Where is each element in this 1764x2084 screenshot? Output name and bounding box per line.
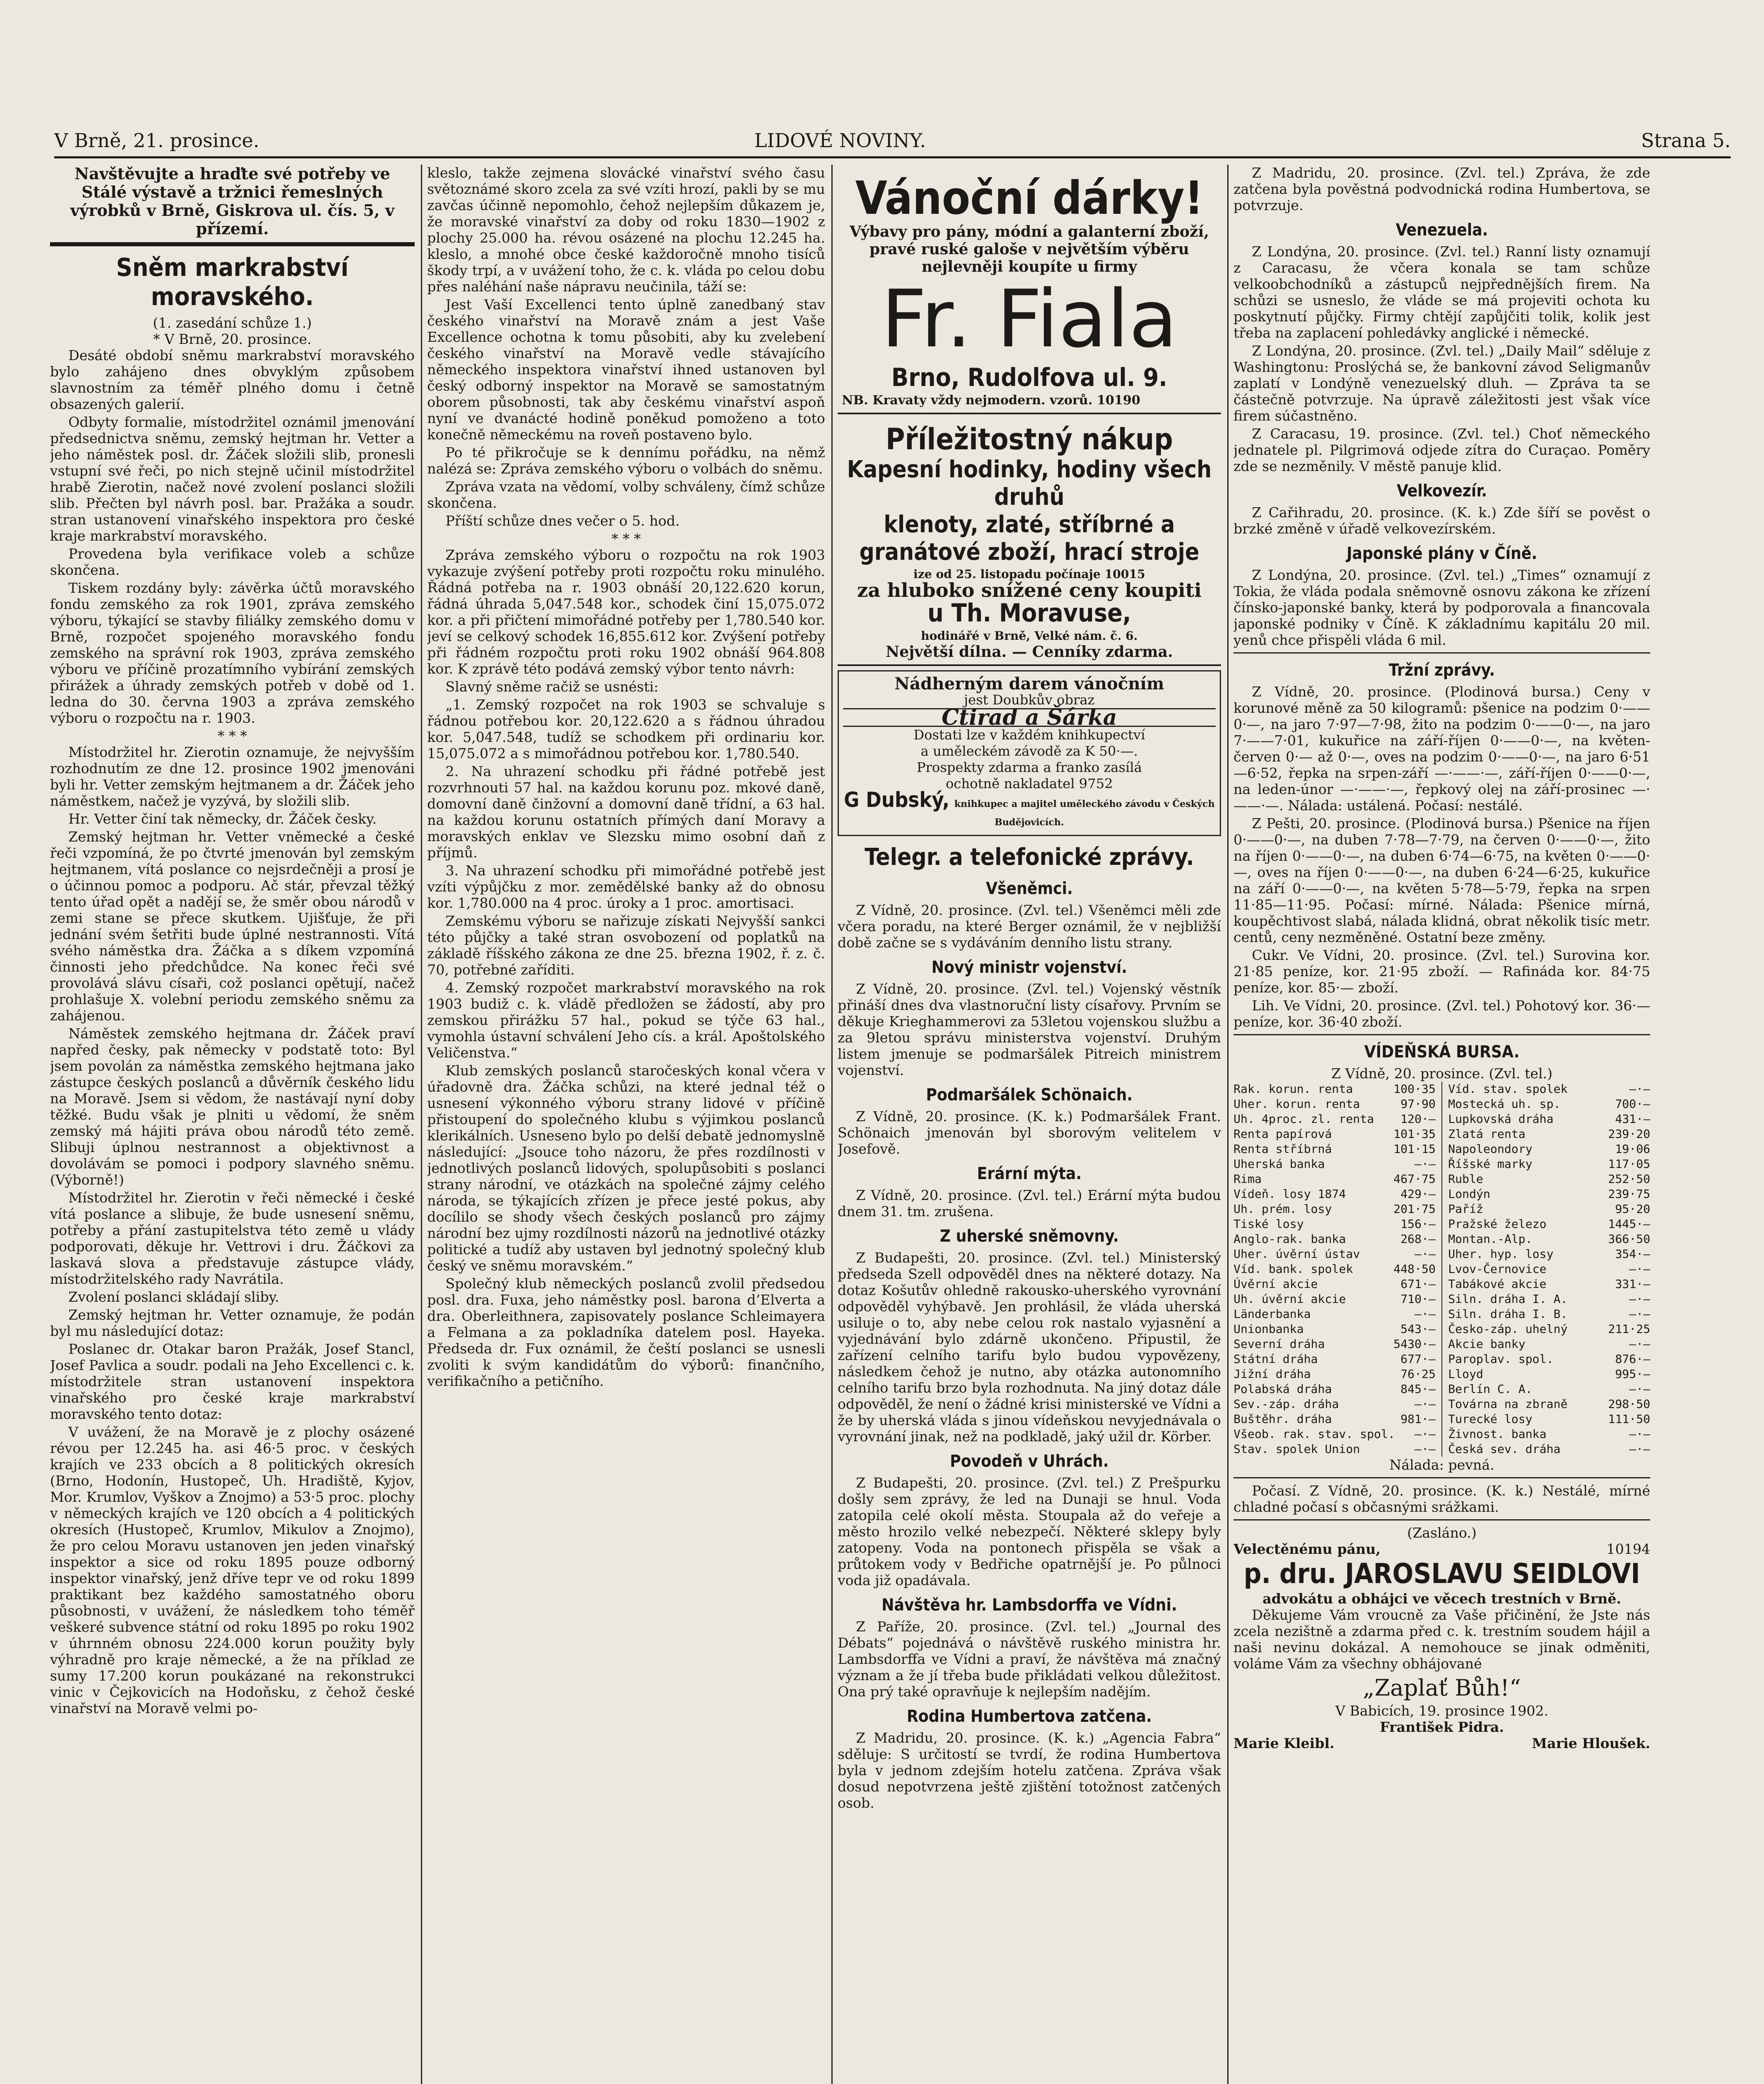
bursa-item-value: 366·50 <box>1608 1232 1650 1246</box>
bursa-item-name: Česká sev. dráha <box>1448 1442 1561 1456</box>
ad-dubsky-firm-note: knihkupec a majitel uměleckého závodu v Českých Budějovicích. <box>954 799 1215 828</box>
bursa-item-name: Sev.-záp. dráha <box>1234 1397 1339 1411</box>
bursa-row <box>1234 1322 1436 1337</box>
article-subtitle: (1. zasedání schůze 1.) <box>153 315 312 331</box>
bursa-row <box>1448 1337 1650 1352</box>
ad-fiala-address: Brno, Rudolfova ul. 9. <box>891 363 1168 392</box>
bursa-item-value: 268·— <box>1400 1232 1436 1246</box>
column-rule <box>421 165 422 2084</box>
bursa-row <box>1234 1427 1436 1442</box>
paragraph: Zpráva vzata na vědomí, volby schváleny, čímž schůze skončena. <box>427 478 825 511</box>
bursa-row <box>1448 1187 1650 1202</box>
bursa-row <box>1234 1157 1436 1172</box>
bursa-item-value: 354·— <box>1615 1247 1650 1261</box>
signature: Marie Hloušek. <box>1532 1735 1650 1751</box>
ad-moravuse <box>838 418 1221 666</box>
paragraph: Tiskem rozdány byly: závěrka účtů moravského fondu zemského za rok 1901, zpráva zemského výboru, týkající se stavby filiálky zemského domu v Brně, rozpočet spojeného moravského fondu zemského na správní rok 1903, zpráva zemského výboru ve příčině prozatímního vybírání zemských přirážek a úhrady zemských potřeb v době od 1. ledna do 30. června 1903 a zpráva zemského výboru o rozpočtu na r. 1903. <box>50 580 415 726</box>
paragraph: Po té přikročuje se k dennímu pořádku, na němž nalézá se: Zpráva zemského výboru o volbách do sněmu. <box>427 444 825 477</box>
bursa-item-name: Rima <box>1234 1172 1262 1186</box>
divider <box>1234 1034 1650 1035</box>
news-heading: Erární mýta. <box>977 1164 1082 1183</box>
bursa-item-value: 211·25 <box>1608 1322 1650 1336</box>
news-heading: Povodeň v Uhrách. <box>950 1452 1109 1471</box>
bursa-item-name: Lupkovská dráha <box>1448 1112 1554 1126</box>
news-item <box>838 1706 1221 1811</box>
bursa-item-name: Zlatá renta <box>1448 1127 1526 1141</box>
paragraph: Zemský hejtman hr. Vetter vněmecké a české řeči vzpomíná, že po čtvrté jmenován byl zemským hejtmanem, vítá poslance co nejsrdečněji a prosí je o účinnou pomoc a podporu. Ač stár, převzal těžký tento úřad opět a nadějí se, že směr obou národů v zemi stane se přece skutkem. Ujišťuje, že při jednání svém šetřiti bude úplné nestrannosti. Vítá svého náměstka dra. Žáčka a s díkem vzpomíná činnosti jeho předchůdce. Na konec řeči své provolává slávu císaři, což poslanci opětují, načež prohlašuje X. volební periodu zemského sněmu za zahájenou. <box>50 829 415 1024</box>
bursa-item-value: 120·— <box>1400 1112 1436 1126</box>
bursa-row <box>1448 1322 1650 1337</box>
ad-moravuse-line2: klenoty, zlaté, stříbrné a granátové zboží, hrací stroje <box>859 511 1199 566</box>
ad-fiala <box>838 169 1221 414</box>
bursa-item-value: 995·— <box>1615 1367 1650 1381</box>
bursa-item-name: Ruble <box>1448 1172 1484 1186</box>
column-3 <box>838 165 1221 2084</box>
bursa-row <box>1448 1157 1650 1172</box>
bursa-item-name: Víd. bank. spolek <box>1234 1262 1353 1276</box>
bursa-row <box>1234 1412 1436 1427</box>
news-text: Z Cařihradu, 20. prosince. (K. k.) Zde šíří se pověst o brzké změně v úřadě velkovezírském. <box>1234 504 1650 537</box>
bursa-item-value: —·— <box>1629 1337 1650 1351</box>
bursa-item-name: Renta papírová <box>1234 1127 1332 1141</box>
column-4 <box>1234 165 1650 2084</box>
bursa-item-value: 543·— <box>1400 1322 1436 1336</box>
bursa-item-name: Uher. korun. renta <box>1234 1097 1360 1111</box>
signatures <box>1234 1735 1650 1751</box>
bursa-item-name: Všeob. rak. stav. spol. <box>1234 1427 1395 1441</box>
bursa-row <box>1234 1307 1436 1322</box>
news-text: Z Vídně, 20. prosince. (K. k.) Podmaršálek Frant. Schönaich jmenován byl sborovým velitelem v Josefově. <box>838 1108 1221 1157</box>
bursa-item-value: —·— <box>1414 1247 1436 1261</box>
news-text: Z Madridu, 20. prosince. (Zvl. tel.) Zpráva, že zde zatčena byla pověstná podvodnická rodina Humbertova, se potvrzuje. <box>1234 165 1650 213</box>
news-item <box>838 957 1221 1078</box>
bursa-row <box>1448 1352 1650 1367</box>
signature: Marie Kleibl. <box>1234 1735 1335 1751</box>
bursa-item-value: —·— <box>1629 1382 1650 1396</box>
bursa-item-name: Uh. 4proc. zl. renta <box>1234 1112 1374 1126</box>
bursa-item-value: —·— <box>1629 1427 1650 1441</box>
bursa-item-value: 467·75 <box>1393 1172 1436 1186</box>
ad-dubsky-l3: Prospekty zdarma a franko zasílá <box>916 759 1142 775</box>
paragraph: Jest Vaší Excellenci tento úplně zanedbaný stav českého vinařství na Moravě znám a jest Vaše Excellence ochotna k tomu působiti, aby ku zvelebení českého vinařství na Moravě vedle stávajícího německého inspektora vinařství ihned ustanoven byl český odborný inspektor na Moravě se samostatným oborem působnosti, tak aby českému vinařství aspoň nyní ve dvanácté hodině poněkud pomoženo a toto konečně německému na roveň postaveno bylo. <box>427 296 825 443</box>
bursa-item-name: Uh. prém. losy <box>1234 1202 1332 1216</box>
ad-moravuse-line1: Kapesní hodinky, hodiny všech druhů <box>847 456 1212 511</box>
ad-moravuse-number: 10015 <box>1104 567 1146 581</box>
bursa-item-value: —·— <box>1629 1262 1650 1276</box>
bursa-item-name: Tabákové akcie <box>1448 1277 1547 1291</box>
bursa-row <box>1448 1127 1650 1142</box>
ad-moravuse-firm-note: hodinářé v Brně, Velké nám. č. 6. <box>921 629 1138 643</box>
ad-dubsky-top: Nádherným darem vánočním <box>894 674 1164 694</box>
bursa-row <box>1448 1382 1650 1397</box>
bursa-item-name: Turecké losy <box>1448 1412 1533 1426</box>
ad-fiala-firm: Fr. Fiala <box>881 273 1178 365</box>
bursa-item-value: —·— <box>1629 1292 1650 1306</box>
bursa-item-value: —·— <box>1414 1307 1436 1321</box>
thanks-role: advokátu a obhájci ve věcech trestních v Brně. <box>1262 1591 1621 1607</box>
ad-dubsky <box>838 670 1221 836</box>
ad-fiala-note-text: NB. Kravaty vždy nejmodern. vzorů. <box>842 393 1093 408</box>
bursa-item-value: 1445·— <box>1608 1217 1650 1231</box>
news-text: Z Caracasu, 19. prosince. (Zvl. tel.) Choť německého jednatele pl. Pilgrimová odjede zítra do Curaçao. Poměry zde se nezměnily. V městě panuje klid. <box>1234 426 1650 474</box>
bursa-item-value: 239·20 <box>1608 1127 1650 1141</box>
paragraph: „1. Zemský rozpočet na rok 1903 se schvaluje s řádnou potřebou kor. 20,122.620 a s řádnou úhradou kor. 5,047.548, tudíž se schodkem při ordinariu kor. 15,075.072 a s mimořádnou potřebou kor. 1,780.540. <box>427 696 825 761</box>
paragraph: Odbyty formalie, místodržitel oznámil jmenování předsednictva sněmu, zemský hejtman hr. Vetter a jeho náměstek posl. dr. Žáček složili slib, pronesli vstupní své řeči, po nich stejně učinil místodržitel hrabě Zierotin, načež nové zvolení poslanci složili slib. Přečten byl návrh posl. bar. Pražáka a soudr. stran ustanovení vinařského inspektora pro české kraje markrabství moravského. <box>50 414 415 544</box>
bursa-item-value: 5430·— <box>1393 1337 1436 1351</box>
bursa-row <box>1448 1112 1650 1127</box>
bursa-item-value: 101·15 <box>1393 1142 1436 1156</box>
news-text: Z Londýna, 20. prosince. (Zvl. tel.) Ranní listy oznamují z Caracasu, že včera konala se tam schůze velkoobchodníků a zástupců nejpřednějších firem. Na schůzi se usneslo, že vláde se má projeviti ochota ku poskytnutí půjčky. Firmy chtějí zapůjčiti tolik, kolik jest třeba na zaplacení pohledávky anglické i německé. <box>1234 243 1650 341</box>
market-title: Tržní zprávy. <box>1389 661 1495 680</box>
news-text: Z Budapešti, 20. prosince. (Zvl. tel.) Z Prešpurku došly sem zprávy, že led na Dunaji se hnul. Voda zatopila celé okolí města. Stoupala až do veřeje a město hrozilo velké nebezpečí. Některé sklepy byly zatopeny. Voda na pontonech přispěla se však a průtokem vody v Bedřiche opatrnější je. Po půlnoci voda již opadávala. <box>838 1475 1221 1588</box>
ad-dubsky-title: Ctirad a Šárka <box>843 708 1216 727</box>
column-2 <box>427 165 825 2084</box>
dateline: * V Brně, 20. prosince. <box>153 331 312 347</box>
bursa-row <box>1234 1172 1436 1187</box>
bursa-item-name: Stav. spolek Union <box>1234 1442 1360 1456</box>
paragraph: Provedena byla verifikace voleb a schůze skončena. <box>50 546 415 578</box>
bursa-item-value: —·— <box>1414 1442 1436 1456</box>
ad-fiala-note <box>842 392 1217 408</box>
ad-moravuse-line5: Největší dílna. — Cenníky zdarma. <box>886 643 1173 661</box>
bursa-item-value: 448·50 <box>1393 1262 1436 1276</box>
thanks-date: V Babicích, 19. prosince 1902. <box>1335 1703 1549 1719</box>
header-page: Strana 5. <box>1641 129 1731 152</box>
bursa-item-name: Uher. úvěrní ústav <box>1234 1247 1360 1261</box>
bursa-item-name: Berlín C. A. <box>1448 1382 1533 1396</box>
bursa-table <box>1234 1082 1650 1457</box>
ad-dubsky-number: 9752 <box>1079 776 1113 792</box>
bursa-item-name: Unionbanka <box>1234 1322 1304 1336</box>
bursa-row <box>1234 1367 1436 1382</box>
bursa-row <box>1448 1172 1650 1187</box>
divider <box>1234 1519 1650 1520</box>
bursa-row <box>1234 1082 1436 1097</box>
separator-stars: * * * <box>218 728 247 744</box>
bursa-row <box>1234 1397 1436 1412</box>
news-heading: Všeněmci. <box>986 879 1073 898</box>
paragraph: Příští schůze dnes večer o 5. hod. <box>445 513 680 529</box>
news-text: Z Vídně, 20. prosince. (Zvl. tel.) Erární mýta budou dnem 31. tm. zrušena. <box>838 1187 1221 1220</box>
bursa-item-name: Mostecká uh. sp. <box>1448 1097 1561 1111</box>
zaslano: (Zasláno.) <box>1407 1525 1477 1541</box>
bursa-item-name: Uherská banka <box>1234 1157 1325 1171</box>
bursa-row <box>1234 1247 1436 1262</box>
bursa-row <box>1448 1202 1650 1217</box>
bursa-row <box>1448 1097 1650 1112</box>
bursa-row <box>1234 1097 1436 1112</box>
article-title: Sněm markrabství moravského. <box>116 253 349 311</box>
bursa-item-value: —·— <box>1629 1307 1650 1321</box>
bursa-row <box>1448 1277 1650 1292</box>
paragraph: Klub zemských poslanců staročeských konal včera v úřadovně dra. Žáčka schůzi, na které jednal též o usnesení výkonného výboru strany lidové v příčině přistoupení do společného klubu s výjimkou poslanců klerikálních. Usneseno bylo po delší debatě jednomyslně následující: „Jsouce toho názoru, že přes rozdílnosti v jednotlivých poslanců lidových, spolupůsobiti s poslanci strany národní, ve otázkách na společné zájmy celého národa, se týkajících zřízen je přece jesté pokus, aby docílilo se shody všech českých poslanců pro zájmy národní bez ujmy rozdílnosti názorů na jednotlivé otázky politické a tudíž aby ustaven byl jednotný společný klub český ve sněmu moravském.“ <box>427 1062 825 1274</box>
bursa-row <box>1234 1337 1436 1352</box>
bursa-item-value: 252·50 <box>1608 1172 1650 1186</box>
ad-moravuse-firm: u Th. Moravuse, <box>927 599 1131 628</box>
market-text: Z Vídně, 20. prosince. (Plodinová bursa.) Ceny v korunové měně za 50 kilogramů: pšenice na podzim 0·——0·—, na jaro 7·97—7·98, žito na podzim 0·——0·—, na jaro 7·——7·01, kukuřice na září-říjen 0·——0·—, na květen-červen 0·— až 0·—, oves na podzim 0·——0·—, na jaro 6·51—6·52, řepka na srpen-září —·——·—, září-říjen 0·——0·—, na leden-únor —·——·—, řepkový olej na září-prosinec —·——·—. Nálada: ustálená. Počasí: nestálé. <box>1234 684 1650 814</box>
bursa-item-value: 671·— <box>1400 1277 1436 1291</box>
bursa-title: VÍDEŇSKÁ BURSA. <box>1364 1042 1520 1062</box>
news-text: Z Madridu, 20. prosince. (K. k.) „Agencia Fabra“ sděluje: S určitostí se tvrdí, že rodina Humbertova byla v jednom zdejším hotelu zatčena. Zpráva však dosud nepotvrzena ještě zjištění totožnost zatčených osob. <box>838 1730 1221 1811</box>
paragraph: Desáté období sněmu markrabství moravského bylo zahájeno dnes obvyklým způsobem slavnostním za téměř plného domu i četně obsazených galerií. <box>50 347 415 412</box>
separator-stars: * * * <box>611 531 641 547</box>
news-text: Z Londýna, 20. prosince. (Zvl. tel.) „Times“ oznamují z Tokia, že vláda podala sněmovně osnovu zákona ke zřízení čínsko-japonské banky, která by podporovala a financovala japonské podniky v Číně. K základnímu kapitálu 20 mil. yenů chce přispěli vláda 6 mil. <box>1234 567 1650 648</box>
paragraph: Zemský hejtman hr. Vetter oznamuje, že podán byl mu následující dotaz: <box>50 1307 415 1339</box>
bursa-item-value: 97·90 <box>1400 1097 1436 1111</box>
bursa-item-name: Říšské marky <box>1448 1157 1533 1171</box>
news-heading: Z uherské sněmovny. <box>940 1227 1119 1246</box>
ad-dubsky-firm: G Dubský, <box>844 788 950 812</box>
ad-fiala-text: Výbavy pro pány, módní a galanterní zboží, pravé ruské galoše v největším výběru nejlevněji koupíte u firmy <box>849 223 1209 276</box>
bursa-item-name: Paroplav. spol. <box>1448 1352 1554 1366</box>
signature: František Pidra. <box>1380 1719 1504 1735</box>
bursa-item-value: —·— <box>1629 1442 1650 1456</box>
news-item <box>838 1164 1221 1220</box>
bursa-row <box>1448 1142 1650 1157</box>
news-text: Z Londýna, 20. prosince. (Zvl. tel.) „Daily Mail“ sděluje z Washingtonu: Proslýchá se, že bankovní závod Seligmanův zaplatí v Londýně venezuelský dluh. — Zpráva ta se částečně potvrzuje. Na úpravě záležitosti jest však více firem súčastněno. <box>1234 343 1650 424</box>
bursa-item-value: 239·75 <box>1608 1187 1650 1201</box>
news-text: Z Vídně, 20. prosince. (Zvl. tel.) Vojenský věstník přináší dnes dva vlastnoruční listy císařovy. Prvním se děkuje Krieghammerovi za 53letou vojenskou službu a za 9letou správu ministerstva vojenství. Druhým listem jmenuje se podmaršálek Pitreich ministrem vojenství. <box>838 981 1221 1078</box>
bursa-item-name: Továrna na zbraně <box>1448 1397 1568 1411</box>
page-header <box>54 125 1731 158</box>
paragraph: 4. Zemský rozpočet markrabství moravského na rok 1903 budiž c. k. vládě předložen se žádostí, aby pro zemskou přirážku 57 hal., pokud se týče 63 hal., vymohla ústavní schválení Jeho cís. a král. Apoštolského Veličenstva.“ <box>427 979 825 1061</box>
bursa-item-name: Jižní dráha <box>1234 1367 1311 1381</box>
bursa-item-name: Uh. úvěrní akcie <box>1234 1292 1346 1306</box>
bursa-item-name: Londýn <box>1448 1187 1491 1201</box>
bursa-row <box>1448 1412 1650 1427</box>
ad-dubsky-firm-line <box>843 788 1216 831</box>
bursa-row <box>1234 1232 1436 1247</box>
bursa-item-name: Víd. stav. spolek <box>1448 1082 1568 1096</box>
paragraph: Zemskému výboru se nařizuje získati Nejvyšší sankci této půjčky a také stran osvobození od poplatků na základě říšského zákona ze dne 25. března 1902, ř. z. č. 70, potřebné zaříditi. <box>427 913 825 978</box>
paragraph: Místodržitel hr. Zierotin oznamuje, že nejvyšším rozhodnutím ze dne 12. prosince 1902 jmenováni byli hr. Vetter zemským hejtmanem a dr. Žáček jeho náměstkem, načež je vyzývá, by složili slib. <box>50 744 415 809</box>
column-rule <box>1227 165 1229 2084</box>
paragraph: Slavný sněme račiž se usnésti: <box>445 679 659 695</box>
bursa-item-name: Buštěhr. dráha <box>1234 1412 1332 1426</box>
bursa-item-value: 19·06 <box>1615 1142 1650 1156</box>
market-text: Z Pešti, 20. prosince. (Plodinová bursa.) Pšenice na říjen 0·——0·—, na duben 7·78—7·79, na červen 0·——0·—, žito na říjen 0·——0·—, na duben 6·74—6·75, na květen 0·——0·—, oves na říjen 0·——0·—, na duben 6·24—6·25, kukuřice na září 0·——0·—, na květen 5·78—5·79, řepka na srpen 11·85—11·95. Počasí: mírné. Nálada: Pšenice mírná, koupěchtivost slabá, nálada klidná, obrat několik tisíc metr. centů, ceny nezměněné. Ostatní beze změny. <box>1234 815 1650 945</box>
thanks-header <box>1234 1541 1650 1557</box>
market-text: Lih. Ve Vídni, 20. prosince. (Zvl. tel.) Pohotový kor. 36·— peníze, kor. 36·40 zboží. <box>1234 997 1650 1030</box>
bursa-row <box>1234 1262 1436 1277</box>
bursa-item-value: 677·— <box>1400 1352 1436 1366</box>
bursa-item-name: Tiské losy <box>1234 1217 1304 1231</box>
bursa-row <box>1234 1142 1436 1157</box>
news-heading: Návštěva hr. Lambsdorffa ve Vídni. <box>881 1596 1177 1615</box>
ad-moravuse-line4: za hluboko snížené ceny koupiti <box>857 579 1202 601</box>
bursa-item-value: 76·25 <box>1400 1367 1436 1381</box>
paragraph: V uvážení, že na Moravě je z plochy osázené révou per 12.245 ha. asi 46·5 proc. v českých krajích ve 233 obcích a 8 politických okresích (Brno, Hodonín, Hustopeč, Uh. Hradiště, Kyjov, Mor. Krumlov, Vyškov a Znojmo) a 53·5 proc. plochy v německých krajích ve 120 obcích a 4 politických okresích (Hustopeč, Krumlov, Mikulov a Znojmo), že pro celou Moravu ustanoven jen jeden vinařský inspektor a sice od roku 1895 pouze odborný inspektor vinařský, jenž dříve tepr ve od roku 1899 praktikant bez každého samostatného oboru působnosti, v uvážení, že následkem toho téměř veškeré subvence státní od roku 1895 po roku 1902 v úhrnném obnosu 224.000 korun použity byly výhradně pro kraje německé, a že na příklad ze sumy 17.200 korun poukázané na rekonstrukci vinic v Čejkovicích na Hodoňsku, z čehož české vinařství na Moravě velmi po- <box>50 1424 415 1716</box>
news-item <box>838 879 1221 951</box>
bursa-row <box>1448 1442 1650 1457</box>
bursa-item-value: —·— <box>1414 1157 1436 1171</box>
bursa-row <box>1448 1307 1650 1322</box>
thanks-to: Velectěnému pánu, <box>1234 1541 1381 1557</box>
bursa-item-value: 700·— <box>1615 1097 1650 1111</box>
paragraph: Zpráva zemského výboru o rozpočtu na rok 1903 vykazuje zvýšení potřeby proti rozpočtu roku minulého. Řádná potřeba na r. 1903 obnáší 20,122.620 korun, řádná úhrada 5,047.548 kor., schodek činí 15,075.072 kor. a při přičtení mimořádné potřeby per 1,780.540 kor. jeví se celkový schodek 16,855.612 kor. Zvýšení potřeby při řádném rozpočtu proti roku 1902 obnáší 964.808 kor. K zprávě této podává zemský výbor tento návrh: <box>427 547 825 677</box>
bursa-item-name: Napoleondory <box>1448 1142 1533 1156</box>
thanks-name: p. dru. JAROSLAVU SEIDLOVI <box>1244 1558 1640 1590</box>
bursa-row <box>1234 1442 1436 1457</box>
divider <box>1234 1477 1650 1478</box>
news-item <box>838 1451 1221 1588</box>
bursa-item-name: Länderbanka <box>1234 1307 1311 1321</box>
bursa-item-name: Česko-záp. uhelný <box>1448 1322 1568 1336</box>
section-telegraph: Telegr. a telefonické zprávy. <box>864 844 1194 871</box>
market-text: Cukr. Ve Vídni, 20. prosince. (Zvl. tel.) Surovina kor. 21·85 peníze, kor. 21·95 zboží. — Rafináda kor. 84·75 peníze, kor. 85·— zboží. <box>1234 947 1650 996</box>
bursa-item-name: Severní dráha <box>1234 1337 1325 1351</box>
news-heading: Venezuela. <box>1396 220 1488 240</box>
bursa-item-value: 101·35 <box>1393 1127 1436 1141</box>
paragraph: Hr. Vetter činí tak německy, dr. Žáček česky. <box>68 811 377 827</box>
bursa-row <box>1234 1217 1436 1232</box>
news-heading: Podmaršálek Schönaich. <box>926 1085 1133 1105</box>
bursa-item-name: Anglo-rak. banka <box>1234 1232 1346 1246</box>
bursa-item-value: 156·— <box>1400 1217 1436 1231</box>
header-date: V Brně, 21. prosince. <box>54 129 260 152</box>
bursa-item-value: 95·20 <box>1615 1202 1650 1216</box>
news-text: Z Paříže, 20. prosince. (Zvl. tel.) „Journal des Débats“ pojednává o návštěvě ruského ministra hr. Lambsdorffa ve Vídni a praví, že návštěva má značný význam a že jí třeba bude přikládati velkou důležitost. Ona prý také opravňuje k nejlepším nadějím. <box>838 1618 1221 1700</box>
bursa-item-value: 298·50 <box>1608 1397 1650 1411</box>
ad-moravuse-line3-text: ize od 25. listopadu počínaje <box>913 567 1101 581</box>
bursa-item-value: 876·— <box>1615 1352 1650 1366</box>
bursa-item-value: 981·— <box>1400 1412 1436 1426</box>
news-text: Z Vídně, 20. prosince. (Zvl. tel.) Všeněmci měli zde včera poradu, na které Berger oznámil, že v nejbližší době začne se s vydáváním denního listu strany. <box>838 902 1221 951</box>
bursa-divider <box>1441 1082 1442 1457</box>
bursa-item-value: 201·75 <box>1393 1202 1436 1216</box>
paragraph: Společný klub německých poslanců zvolil předsedou posl. dra. Fuxa, jeho náměstky posl. barona d’Elverta a dra. Oberleithnera, zapisovately poslance Schleimayera a Felmana a za pokladníka datelem posl. Hayeka. Předseda dr. Fux oznámil, že čeští poslanci se usnesli zvoliti k svým kandidátům do výborů: finančního, verifikačního a petičního. <box>427 1275 825 1389</box>
thanks-text: Děkujeme Vám vroucně za Vaše přičinění, že Jste nás zcela nezištně a zdarma před c. k. trestním soudem hájil a naši nevinu dokázal. A nemohouce se jinak odměniti, voláme Vám za všechny obhájované <box>1234 1607 1650 1672</box>
paragraph: Poslanec dr. Otakar baron Pražák, Josef Stancl, Josef Pavlica a soudr. podali na Jeho Excellenci c. k. místodržitele stran ustanovení inspektora vinařského pro české kraje markrabství moravského tento dotaz: <box>50 1341 415 1422</box>
bursa-row <box>1448 1262 1650 1277</box>
news-heading: Japonské plány v Číně. <box>1346 544 1537 563</box>
bursa-row <box>1234 1352 1436 1367</box>
bursa-item-name: Rak. korun. renta <box>1234 1082 1353 1096</box>
news-item <box>838 1595 1221 1700</box>
bursa-row <box>1448 1247 1650 1262</box>
bursa-row <box>1234 1112 1436 1127</box>
ad-dubsky-l1: Dostati lze v každém knihkupectví <box>913 727 1145 743</box>
bursa-date: Z Vídně, 20. prosince. (Zvl. tel.) <box>1331 1065 1553 1082</box>
bursa-item-name: Živnost. banka <box>1448 1427 1547 1441</box>
paragraph: Náměstek zemského hejtmana dr. Žáček praví napřed česky, pak německy v podstatě toto: Byl jsem povolán za náměstka zemského hejtmana jako zástupce českých poslanců a důvěrník českého lidu na Moravě. Jsem si vědom, že nastávají nyní doby těžké. Budu však je plniti u vědomí, že sněm zemský má hájiti práva obou národů této země. Slibuji úplnou nestrannost a objektivnost a dovolávám se pomoci i podpory slavného sněmu. (Výborně!) <box>50 1025 415 1188</box>
bursa-row <box>1448 1292 1650 1307</box>
bursa-item-value: —·— <box>1629 1082 1650 1096</box>
bursa-mood: Nálada: pevná. <box>1389 1457 1494 1473</box>
paragraph: Zvolení poslanci skládají sliby. <box>68 1289 279 1305</box>
bursa-row <box>1448 1397 1650 1412</box>
news-heading: Rodina Humbertova zatčena. <box>906 1707 1152 1726</box>
news-heading: Velkovezír. <box>1396 481 1487 501</box>
bursa-row <box>1448 1427 1650 1442</box>
bursa-item-value: 845·— <box>1400 1382 1436 1396</box>
bursa-item-value: 710·— <box>1400 1292 1436 1306</box>
bursa-item-name: Vídeň. losy 1874 <box>1234 1187 1346 1201</box>
divider <box>1234 652 1650 654</box>
bursa-row <box>1234 1187 1436 1202</box>
news-item <box>838 1226 1221 1445</box>
paragraph: 3. Na uhrazení schodku při mimořádné potřebě jest vzíti výpůjčku z mor. zemědělské banky až do obnosu kor. 1,780.000 na 4 proc. úroky a 1 proc. amortisaci. <box>427 862 825 911</box>
bursa-item-name: Polabská dráha <box>1234 1382 1332 1396</box>
bursa-item-value: 331·— <box>1615 1277 1650 1291</box>
bursa-row <box>1234 1382 1436 1397</box>
bursa-item-name: Renta stříbrná <box>1234 1142 1332 1156</box>
column-1 <box>50 165 415 2084</box>
ad-exhibition: Navštěvujte a hraďte své potřeby ve Stálé výstavě a tržnici řemeslných výrobků v Brně, Giskrova ul. čís. 5, v přízemí. <box>50 165 415 246</box>
bursa-row <box>1448 1232 1650 1247</box>
column-rule <box>831 165 833 2084</box>
bursa-row <box>1234 1292 1436 1307</box>
bursa-item-value: 429·— <box>1400 1187 1436 1201</box>
ad-moravuse-title: Příležitostný nákup <box>886 422 1173 456</box>
bursa-item-name: Siln. dráha I. B. <box>1448 1307 1568 1321</box>
bursa-row <box>1234 1277 1436 1292</box>
bursa-item-name: Paříž <box>1448 1202 1484 1216</box>
weather: Počasí. Z Vídně, 20. prosince. (K. k.) Nestálé, mírné chladné počasí s občasnými srážkami. <box>1234 1483 1650 1515</box>
bursa-row <box>1448 1367 1650 1382</box>
bursa-item-value: —·— <box>1414 1397 1436 1411</box>
bursa-item-name: Lvov-Černovice <box>1448 1262 1547 1276</box>
ad-fiala-title: Vánoční dárky! <box>855 171 1204 225</box>
header-title: LIDOVÉ NOVINY. <box>754 129 926 152</box>
ad-dubsky-l2: a uměleckém závodě za K 50·—. <box>921 743 1138 759</box>
ad-fiala-number: 10190 <box>1096 393 1141 408</box>
bursa-right <box>1448 1082 1650 1457</box>
bursa-left <box>1234 1082 1436 1457</box>
news-item <box>838 1085 1221 1157</box>
bursa-item-name: Státní dráha <box>1234 1352 1318 1366</box>
bursa-item-value: 431·— <box>1615 1112 1650 1126</box>
paragraph: 2. Na uhrazení schodku při řádné potřebě jest rozvrhnouti 57 hal. na každou korunu poz. mkové daně, domovní daně činžovní a domovní daně třídní, a 63 hal. na každou korunu ostatních přímých daní Moravy a moravských enklav ve Slezsku mimo osobní daň z příjmů. <box>427 763 825 861</box>
news-text: Z Budapešti, 20. prosince. (Zvl. tel.) Ministerský předseda Szell odpověděl dnes na některé dotazy. Na dotaz Košutův ohledně rakousko-uherského vyrovnání odpověděl vyhýbavě. Jen prohlásil, že vláda uherská usiluje o to, aby nebe celou rok nastalo vyjasnění a vyjednávání bylo zdárně ukončeno. Připustil, že zařízení celního tarifu bylo budou vypovězeny, následkem čehož je nutno, aby otázka autonomního celního tarifu brzo byla rozhodnuta. Na jiný dotaz dále odpověděl, že není o žádné krisi ministerské ve Vídni a že by uherská vláda s jinou vídeňskou nevyjednávala o vyrovnání jinak, než na podkladě, jaký užil dr. Körber. <box>838 1250 1221 1445</box>
bursa-item-value: 111·50 <box>1608 1412 1650 1426</box>
bursa-item-value: 100·35 <box>1393 1082 1436 1096</box>
thanks-quote: „Zaplať Bůh!“ <box>1363 1675 1521 1701</box>
ad-dubsky-line: jest Doubkův obraz <box>964 692 1095 708</box>
bursa-item-name: Lloyd <box>1448 1367 1484 1381</box>
bursa-row <box>1448 1217 1650 1232</box>
thanks-number: 10194 <box>1606 1541 1650 1557</box>
bursa-item-value: —·— <box>1414 1427 1436 1441</box>
ad-dubsky-l4-text: ochotně nakladatel <box>946 776 1075 792</box>
news-heading: Nový ministr vojenství. <box>931 958 1127 977</box>
bursa-row <box>1234 1202 1436 1217</box>
bursa-row <box>1448 1082 1650 1097</box>
bursa-item-name: Uher. hyp. losy <box>1448 1247 1554 1261</box>
bursa-item-name: Siln. dráha I. A. <box>1448 1292 1568 1306</box>
bursa-item-name: Úvěrní akcie <box>1234 1277 1318 1291</box>
bursa-item-name: Akcie banky <box>1448 1337 1526 1351</box>
bursa-item-name: Montan.-Alp. <box>1448 1232 1533 1246</box>
paragraph: Místodržitel hr. Zierotin v řeči německé i české vítá poslance a slibuje, že bude usnesení sněmu, potřeby a přání zastupitelstva této země u vlády podporovati, děkuje hr. Vettrovi i dru. Žáčkovi za laskavá slova a představuje zástupce vlády, místodržitelského rady Navrátila. <box>50 1190 415 1287</box>
bursa-item-value: 117·05 <box>1608 1157 1650 1171</box>
paragraph: kleslo, takže zejmena slovácké vinařství svého času světoznámé skoro zcela za své vzíti hrozí, pakli by se mu zavčas účinně nepomohlo, čehož nejlepším důkazem je, že moravské vinařství za doby od roku 1830—1902 z plochy 25.000 ha. révou osázené na plochu 12.245 ha. kleslo, a mnohé obce české každoročně mnoho tisíců škody trpí, a v uvážení toho, že c. k. vláda po celou dobu přes naléhání naše nápravu neučinila, táží se: <box>427 165 825 295</box>
bursa-item-name: Pražské železo <box>1448 1217 1547 1231</box>
bursa-row <box>1234 1127 1436 1142</box>
